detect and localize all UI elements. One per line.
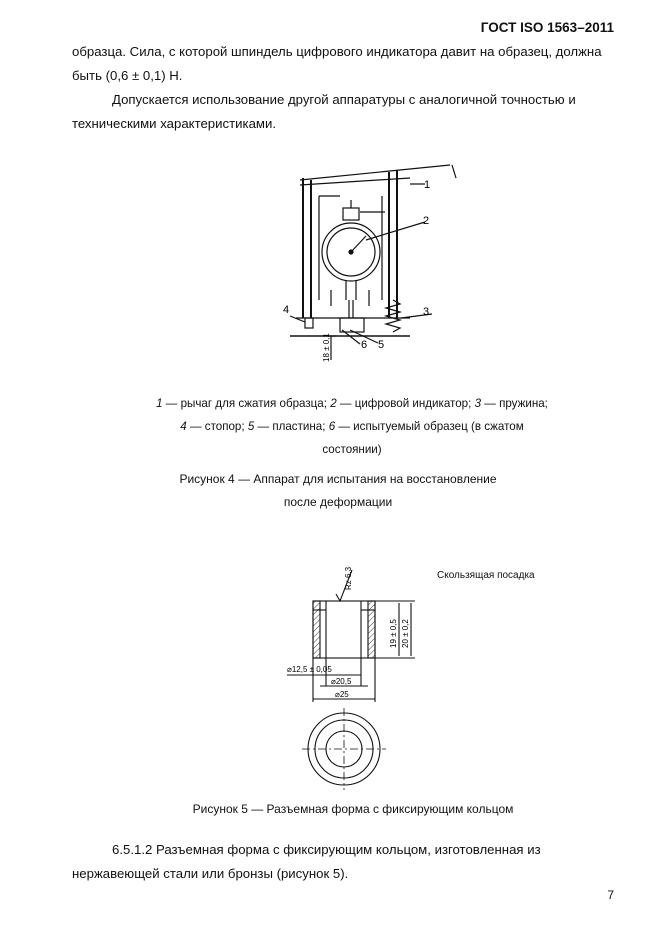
legend-number: 5 bbox=[247, 420, 255, 433]
paragraph-line: техническими характеристиками. bbox=[72, 116, 276, 131]
paragraph-force bbox=[72, 40, 616, 88]
callout-5: 5 bbox=[378, 339, 385, 351]
legend-number: 6 bbox=[328, 420, 336, 433]
legend-text: — стопор; bbox=[186, 420, 248, 433]
paragraph-line: Допускается использование другой аппаратуры с аналогичной точностью и bbox=[112, 92, 576, 107]
legend-text: состоянии) bbox=[322, 443, 382, 456]
figure4-legend bbox=[72, 392, 632, 461]
dim-diameter-25: ⌀25 bbox=[335, 690, 349, 699]
dim-height-20: 20 ± 0,2 bbox=[401, 619, 410, 648]
caption-line: после деформации bbox=[283, 495, 393, 509]
figure5-caption: Рисунок 5 — Разъемная форма с фиксирующим кольцом bbox=[192, 802, 514, 816]
callout-6: 6 bbox=[361, 339, 368, 351]
dimension-18: 18 ± 0,1 bbox=[322, 333, 331, 362]
caption-line: Рисунок 4 — Аппарат для испытания на восстановление bbox=[179, 472, 497, 486]
figure5-mold-drawing bbox=[270, 560, 430, 800]
callout-3: 3 bbox=[423, 306, 430, 318]
figure4-caption bbox=[58, 468, 618, 514]
paragraph-line: быть (0,6 ± 0,1) Н. bbox=[72, 68, 183, 83]
legend-number: 4 bbox=[180, 420, 187, 433]
fit-note: Скользящая посадка bbox=[437, 570, 535, 581]
legend-text: — цифровой индикатор; bbox=[336, 397, 475, 410]
legend-text: — испытуемый образец (в сжатом bbox=[335, 420, 524, 433]
legend-text: — рычаг для сжатия образца; bbox=[162, 397, 331, 410]
paragraph-line: нержавеющей стали или бронзы (рисунок 5). bbox=[72, 866, 349, 881]
callout-1: 1 bbox=[424, 179, 431, 191]
dim-diameter-20-5: ⌀20,5 bbox=[331, 677, 352, 686]
dim-height-19: 19 ± 0,5 bbox=[389, 619, 398, 648]
paragraph-alternative bbox=[72, 88, 616, 136]
section-6-5-1-2 bbox=[72, 838, 616, 886]
paragraph-line: образца. Сила, с которой шпиндель цифрового индикатора давит на образец, должна bbox=[72, 44, 602, 59]
legend-number: 2 bbox=[330, 397, 337, 410]
document-header: ГОСТ ISO 1563–2011 bbox=[480, 20, 614, 35]
legend-text: — пластина; bbox=[254, 420, 329, 433]
legend-number: 3 bbox=[474, 397, 482, 410]
page-number: 7 bbox=[607, 888, 614, 902]
paragraph-line: 6.5.1.2 Разъемная форма с фиксирующим кольцом, изготовленная из bbox=[112, 842, 541, 857]
legend-text: — пружина; bbox=[481, 397, 548, 410]
callout-2: 2 bbox=[423, 215, 430, 227]
figure4-apparatus-drawing bbox=[270, 158, 470, 368]
legend-number: 1 bbox=[156, 397, 163, 410]
dim-diameter-12-5: ⌀12,5 ± 0,05 bbox=[287, 665, 332, 674]
callout-4: 4 bbox=[283, 304, 290, 316]
roughness-label: Rz 6,3 bbox=[344, 566, 353, 590]
